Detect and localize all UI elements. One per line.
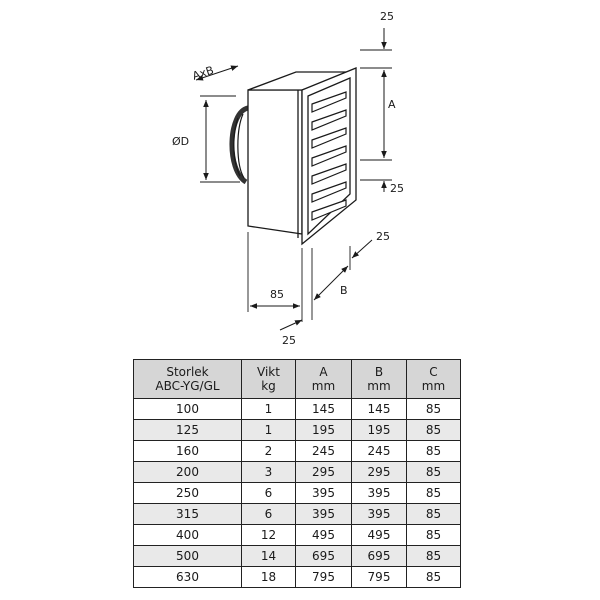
- cell-vikt: 6: [242, 483, 296, 504]
- cell-storlek: 500: [134, 546, 242, 567]
- cell-c: 85: [407, 546, 461, 567]
- cell-vikt: 6: [242, 504, 296, 525]
- cell-b: 295: [352, 462, 407, 483]
- cell-c: 85: [407, 420, 461, 441]
- cell-b: 395: [352, 504, 407, 525]
- table-row: [134, 399, 461, 420]
- cell-a: 245: [296, 441, 352, 462]
- label-b: B: [340, 284, 348, 297]
- cell-vikt: 1: [242, 420, 296, 441]
- cell-c: 85: [407, 525, 461, 546]
- size-spec-table: [133, 359, 461, 588]
- cell-storlek: 400: [134, 525, 242, 546]
- header-vikt: Vikt kg: [242, 360, 296, 399]
- cell-b: 195: [352, 420, 407, 441]
- cell-a: 795: [296, 567, 352, 588]
- label-depth-85: 85: [270, 288, 284, 301]
- label-a-x-b: AxB: [190, 63, 216, 83]
- label-bottom-25: 25: [282, 334, 296, 347]
- label-a: A: [388, 98, 396, 111]
- cell-c: 85: [407, 462, 461, 483]
- cell-vikt: 18: [242, 567, 296, 588]
- cell-c: 85: [407, 567, 461, 588]
- cell-vikt: 14: [242, 546, 296, 567]
- cell-a: 395: [296, 483, 352, 504]
- cell-storlek: 125: [134, 420, 242, 441]
- table-row: [134, 525, 461, 546]
- table-row: [134, 567, 461, 588]
- cell-storlek: 160: [134, 441, 242, 462]
- header-c: C mm: [407, 360, 461, 399]
- cell-b: 245: [352, 441, 407, 462]
- header-storlek: Storlek ABC-YG/GL: [134, 360, 242, 399]
- cell-c: 85: [407, 504, 461, 525]
- header-b: B mm: [352, 360, 407, 399]
- cell-b: 495: [352, 525, 407, 546]
- table-row: [134, 546, 461, 567]
- cell-c: 85: [407, 483, 461, 504]
- cell-storlek: 250: [134, 483, 242, 504]
- cell-a: 395: [296, 504, 352, 525]
- cell-storlek: 630: [134, 567, 242, 588]
- table-row: [134, 462, 461, 483]
- cell-storlek: 200: [134, 462, 242, 483]
- label-right-25: 25: [390, 182, 404, 195]
- table-row: [134, 504, 461, 525]
- cell-vikt: 2: [242, 441, 296, 462]
- label-top-25: 25: [380, 10, 394, 23]
- cell-c: 85: [407, 399, 461, 420]
- label-side-25: 25: [376, 230, 390, 243]
- table-row: [134, 483, 461, 504]
- cell-vikt: 1: [242, 399, 296, 420]
- cell-a: 695: [296, 546, 352, 567]
- cell-storlek: 315: [134, 504, 242, 525]
- table-row: [134, 441, 461, 462]
- cell-storlek: 100: [134, 399, 242, 420]
- cell-b: 695: [352, 546, 407, 567]
- duct: [232, 108, 248, 182]
- label-diameter: ØD: [172, 135, 190, 148]
- header-a: A mm: [296, 360, 352, 399]
- cell-a: 195: [296, 420, 352, 441]
- cell-a: 145: [296, 399, 352, 420]
- cell-b: 395: [352, 483, 407, 504]
- cell-vikt: 3: [242, 462, 296, 483]
- table-row: [134, 420, 461, 441]
- cell-b: 795: [352, 567, 407, 588]
- cell-a: 495: [296, 525, 352, 546]
- cell-vikt: 12: [242, 525, 296, 546]
- cell-b: 145: [352, 399, 407, 420]
- table-header-row: [134, 360, 461, 399]
- cell-c: 85: [407, 441, 461, 462]
- cell-a: 295: [296, 462, 352, 483]
